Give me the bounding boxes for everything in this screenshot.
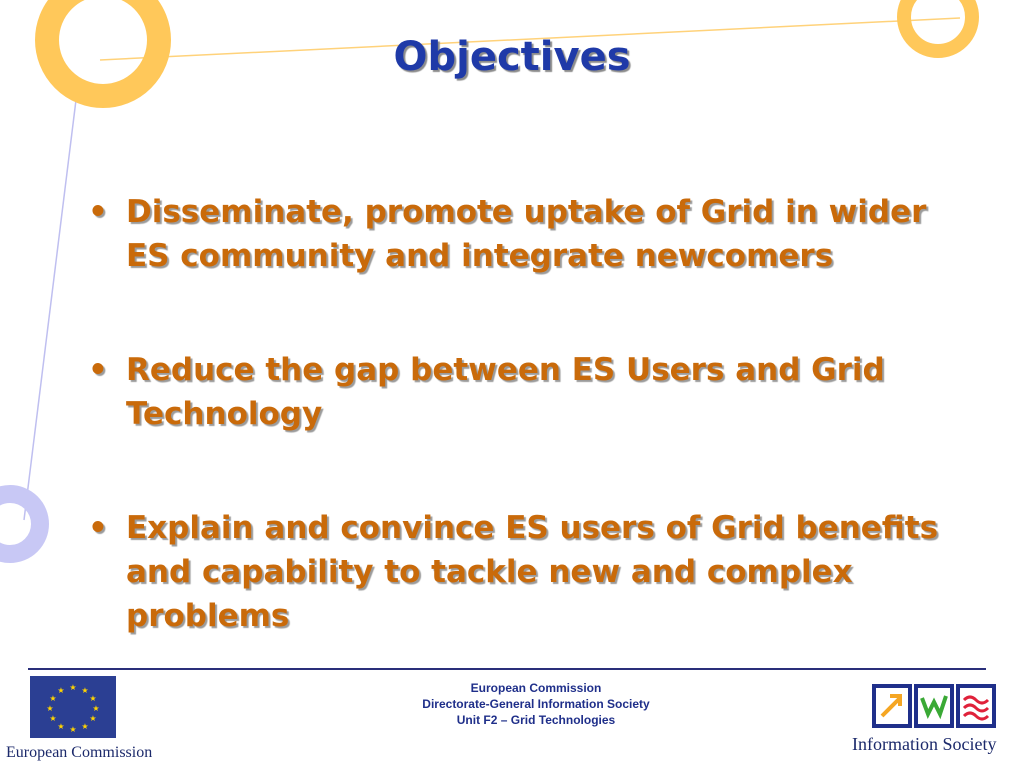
bullet-dot: •: [88, 194, 108, 230]
svg-text:★: ★: [49, 714, 57, 723]
information-society-label: Information Society: [852, 734, 997, 754]
eu-flag-icon: [30, 676, 116, 738]
slide-title: Objectives: [393, 34, 631, 80]
svg-text:★: ★: [92, 704, 100, 713]
bullet-dot: •: [88, 352, 108, 388]
bullet-text: Reduce the gap between ES Users and Grid Technology: [126, 352, 885, 432]
svg-text:★: ★: [57, 686, 65, 695]
bullet-text: Explain and convince ES users of Grid benefits and capability to tackle new and complex problems: [126, 510, 939, 634]
svg-text:★: ★: [81, 722, 89, 731]
svg-text:★: ★: [81, 686, 89, 695]
footer-line-2: Directorate-General Information Society: [422, 697, 650, 711]
bullet-item: [88, 348, 968, 436]
bullet-dot: •: [88, 510, 108, 546]
svg-text:★: ★: [89, 694, 97, 703]
footer-line-1: European Commission: [470, 681, 602, 695]
information-society-logo-icon: [872, 682, 996, 730]
footer-line-3: Unit F2 – Grid Technologies: [456, 713, 616, 727]
left-lavender-line: [24, 100, 76, 520]
ec-logo-label: European Commission: [6, 744, 153, 761]
objectives-list: [88, 190, 968, 638]
footer-credits: [380, 680, 692, 728]
svg-text:★: ★: [69, 683, 77, 692]
svg-text:★: ★: [89, 714, 97, 723]
bullet-item: [88, 506, 968, 638]
svg-text:★: ★: [46, 704, 54, 713]
svg-text:★: ★: [69, 725, 77, 734]
svg-text:★: ★: [49, 694, 57, 703]
bullet-item: [88, 190, 968, 278]
lavender-ring: [0, 494, 40, 554]
bullet-text: Disseminate, promote uptake of Grid in wider ES community and integrate newcomers: [126, 194, 927, 274]
svg-text:★: ★: [57, 722, 65, 731]
footer-rule: [28, 668, 986, 670]
